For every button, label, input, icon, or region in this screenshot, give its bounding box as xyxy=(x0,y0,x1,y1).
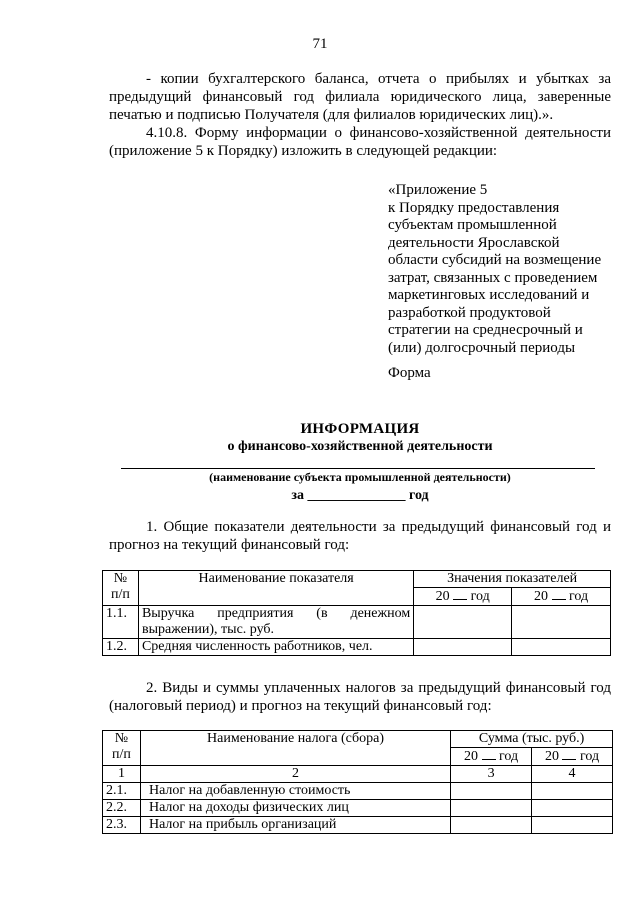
table-row xyxy=(103,817,613,834)
row-number: 2.2. xyxy=(103,800,141,817)
value-cell[interactable] xyxy=(414,606,512,639)
document-subtitle: о финансово-хозяйственной деятельности xyxy=(227,439,493,454)
section2-line: (налоговый период) и прогноз на текущий финансовый год: xyxy=(109,698,492,714)
section1-line: прогноз на текущий финансовый год: xyxy=(109,537,350,553)
indicators-table xyxy=(102,570,611,656)
appendix-line: области субсидий на возмещение xyxy=(388,252,602,268)
header-cell: Наименование налога (сбора) xyxy=(140,731,450,766)
year-cell: 20 год xyxy=(532,748,613,766)
name-fill-line xyxy=(121,468,595,469)
index-row xyxy=(103,766,613,783)
appendix-block xyxy=(388,182,618,357)
value-cell[interactable] xyxy=(451,783,532,800)
row-number: 2.3. xyxy=(103,817,141,834)
value-cell[interactable] xyxy=(451,800,532,817)
table-row xyxy=(103,639,611,656)
year-cell: 20 год xyxy=(414,588,512,606)
value-cell[interactable] xyxy=(532,783,613,800)
value-cell[interactable] xyxy=(512,639,611,656)
section2-line: 2. Виды и суммы уплаченных налогов за предыдущий финансовый год xyxy=(146,680,611,696)
intro-line: - копии бухгалтерского баланса, отчета о прибылях и убытках за xyxy=(146,71,611,87)
row-number: 1.2. xyxy=(103,639,139,656)
appendix-line: затрат, связанных с проведением xyxy=(388,269,598,286)
appendix-line: субъектам промышленной xyxy=(388,217,557,233)
appendix-line: маркетинговых исследований и xyxy=(388,287,590,303)
row-name: Налог на доходы физических лиц xyxy=(140,800,450,817)
table-row xyxy=(103,783,613,800)
section1-line: 1. Общие показатели деятельности за предыдущий финансовый год и xyxy=(146,519,611,535)
name-caption: (наименование субъекта промышленной деятельности) xyxy=(209,470,511,484)
intro-line: предыдущий финансовый год филиала юридического лица, заверенные xyxy=(109,89,611,105)
value-cell[interactable] xyxy=(414,639,512,656)
header-cell: Сумма (тыс. руб.) xyxy=(451,731,613,748)
period-line: за ______________ год xyxy=(291,488,429,503)
value-cell[interactable] xyxy=(532,817,613,834)
value-cell[interactable] xyxy=(532,800,613,817)
page-number: 71 xyxy=(312,36,328,52)
appendix-line: стратегии на среднесрочный и xyxy=(388,322,583,338)
header-cell: № п/п xyxy=(103,571,139,606)
year-cell: 20 год xyxy=(451,748,532,766)
table-row xyxy=(103,800,613,817)
appendix-line: «Приложение 5 xyxy=(388,182,488,198)
appendix-line: деятельности Ярославской xyxy=(388,234,560,251)
index-cell: 3 xyxy=(451,766,532,783)
intro-line: 4.10.8. Форму информации о финансово-хозяйственной деятельности xyxy=(146,125,611,141)
index-cell: 2 xyxy=(140,766,450,783)
index-cell: 1 xyxy=(103,766,141,783)
appendix-line: (или) долгосрочный периоды xyxy=(388,339,576,356)
document-title: ИНФОРМАЦИЯ xyxy=(300,421,420,437)
taxes-table xyxy=(102,730,613,834)
appendix-line: разработкой продуктовой xyxy=(388,304,551,321)
row-name: Выручка предприятия (в денежном выражении), тыс. руб. xyxy=(138,606,413,639)
header-cell: № п/п xyxy=(103,731,141,766)
section2-paragraph xyxy=(109,679,611,715)
form-label: Форма xyxy=(388,365,431,381)
table-row xyxy=(103,606,611,639)
appendix-line: к Порядку предоставления xyxy=(388,199,560,216)
value-cell[interactable] xyxy=(451,817,532,834)
intro-line: (приложение 5 к Порядку) изложить в следующей редакции: xyxy=(109,143,498,159)
year-cell: 20 год xyxy=(512,588,611,606)
section1-paragraph xyxy=(109,518,611,554)
header-cell: Значения показателей xyxy=(414,571,611,588)
row-name: Налог на добавленную стоимость xyxy=(140,783,450,800)
row-name: Средняя численность работников, чел. xyxy=(138,639,413,656)
row-number: 2.1. xyxy=(103,783,141,800)
value-cell[interactable] xyxy=(512,606,611,639)
intro-line: печатью и подписью Получателя (для филиалов юридических лиц).». xyxy=(109,107,554,123)
index-cell: 4 xyxy=(532,766,613,783)
row-number: 1.1. xyxy=(103,606,139,639)
header-cell: Наименование показателя xyxy=(138,571,413,606)
intro-paragraph xyxy=(109,70,611,160)
row-name: Налог на прибыль организаций xyxy=(140,817,450,834)
